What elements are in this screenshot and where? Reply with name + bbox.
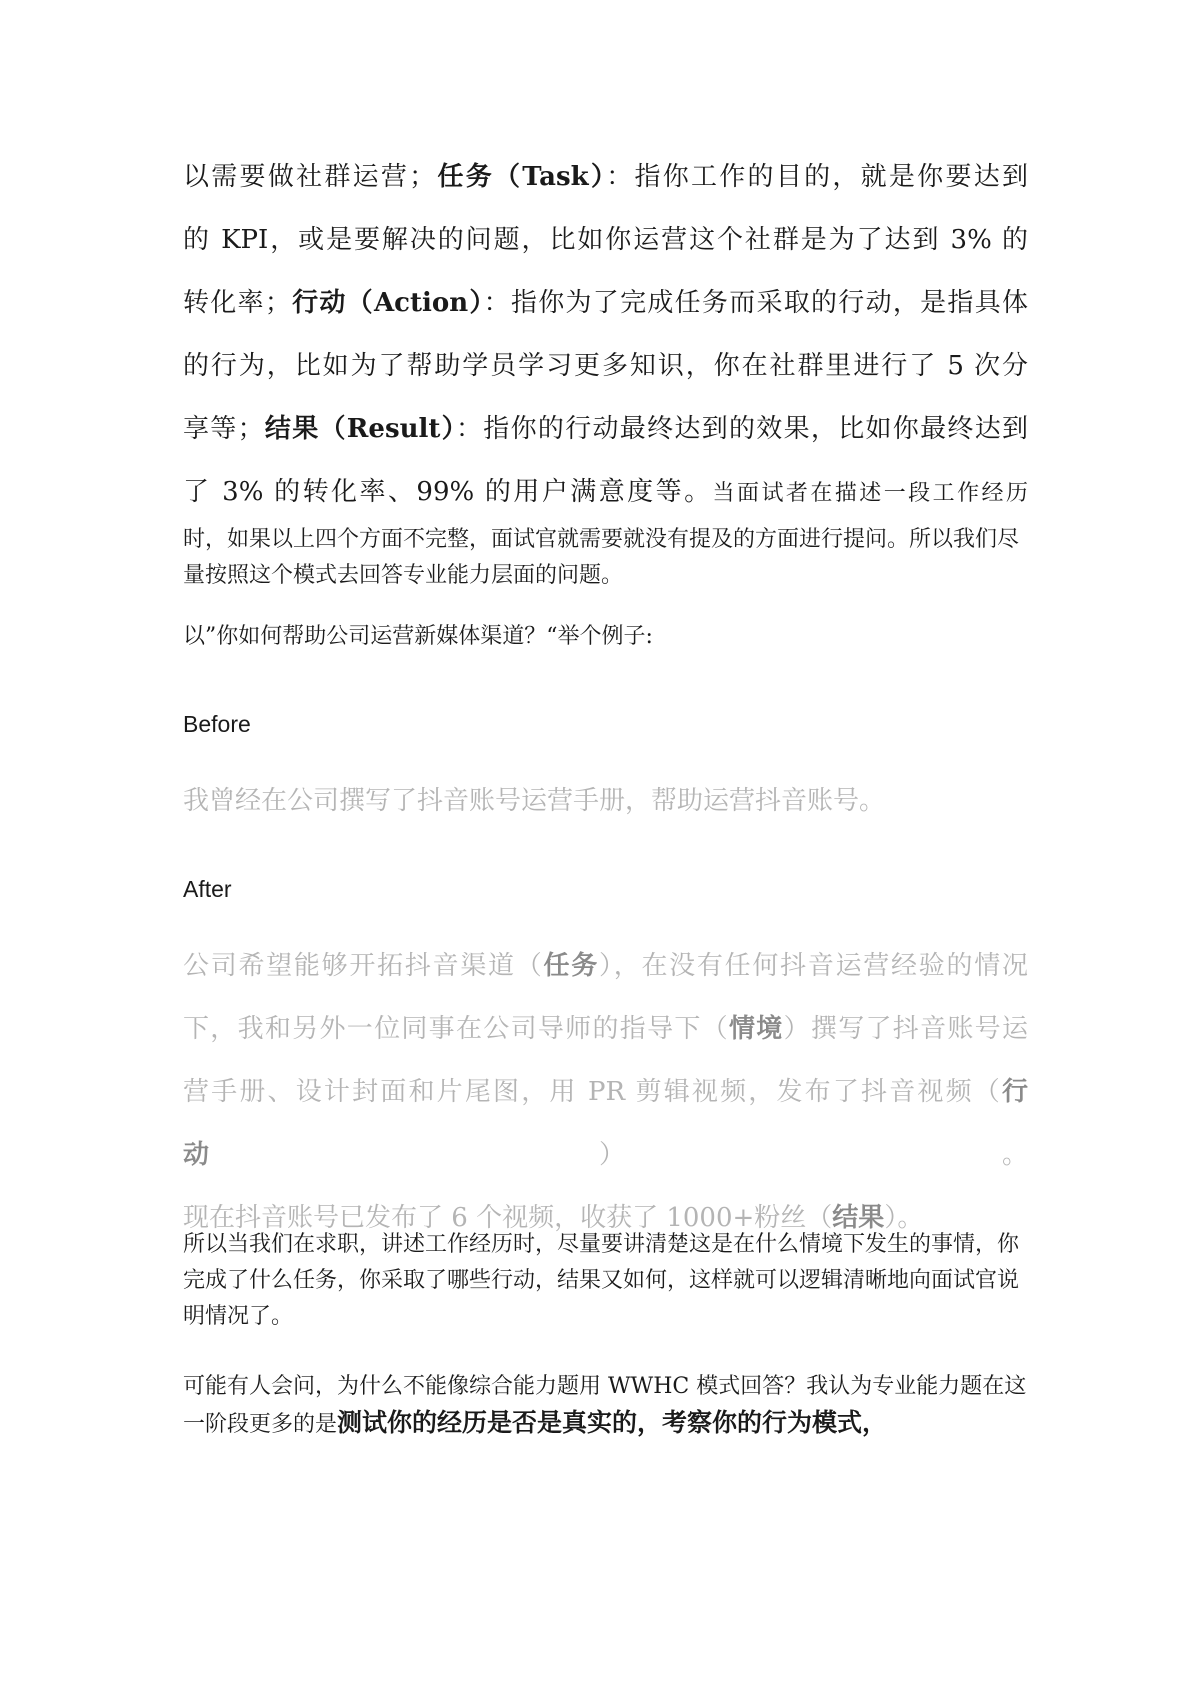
example-intro: 以”你如何帮助公司运营新媒体渠道？“举个例子:	[183, 624, 653, 649]
task-term: 任务（Task）	[435, 162, 607, 192]
result-tag: 结果	[832, 1203, 885, 1233]
action-tag: 行动	[183, 1077, 1028, 1170]
emphasis-text: 测试你的经历是否是真实的，考察你的行为模式，	[337, 1408, 888, 1437]
summary-paragraph: 所以当我们在求职，讲述工作经历时，尽量要讲清楚这是在什么情境下发生的事情，你完成了什么任务，你采取了哪些行动，结果又如何，这样就可以逻辑清晰地向面试官说明情况了。	[183, 1232, 1020, 1329]
line-5: 享等；结果（Result）：指你的行动最终达到的效果，比如你最终达到	[183, 414, 1028, 444]
star-explanation-paragraph	[183, 146, 1028, 525]
action-term: 行动（Action）	[290, 288, 484, 318]
task-tag: 任务	[543, 951, 599, 981]
line-1: 以需要做社群运营；任务（Task）：指你工作的目的，就是你要达到	[183, 162, 1028, 192]
star-explanation-tail: 时，如果以上四个方面不完整，面试官就需要就没有提及的方面进行提问。所以我们尽量按照这个模式去回答专业能力层面的问题。	[183, 527, 1020, 588]
after-line-2: 下，我和另外一位同事在公司导师的指导下（情境）撰写了抖音账号运	[183, 1014, 1028, 1044]
after-label: After	[183, 876, 232, 902]
after-line-4: 现在抖音账号已发布了 6 个视频，收获了 1000+粉丝（结果）。	[183, 1203, 924, 1233]
line-4: 的行为，比如为了帮助学员学习更多知识，你在社群里进行了 5 次分	[183, 351, 1028, 381]
after-line-1: 公司希望能够开拓抖音渠道（任务），在没有任何抖音运营经验的情况	[183, 951, 1028, 981]
line-2: 的 KPI，或是要解决的问题，比如你运营这个社群是为了达到 3% 的	[183, 225, 1028, 255]
result-term: 结果（Result）	[263, 414, 456, 444]
after-line-3: 营手册、设计封面和片尾图，用 PR 剪辑视频，发布了抖音视频（行动）。	[183, 1077, 1028, 1170]
closing-paragraph: 可能有人会问，为什么不能像综合能力题用 WWHC 模式回答？我认为专业能力题在这一阶段更多的是测试你的经历是否是真实的，考察你的行为模式，	[183, 1374, 1027, 1437]
line-3: 转化率；行动（Action）：指你为了完成任务而采取的行动，是指具体	[183, 288, 1028, 318]
before-example-text: 我曾经在公司撰写了抖音账号运营手册，帮助运营抖音账号。	[183, 786, 886, 816]
line-6: 了 3% 的转化率、99% 的用户满意度等。当面试者在描述一段工作经历	[183, 477, 1028, 507]
before-label: Before	[183, 711, 251, 737]
after-example-paragraph	[183, 935, 1028, 1250]
situation-tag: 情境	[728, 1014, 784, 1044]
